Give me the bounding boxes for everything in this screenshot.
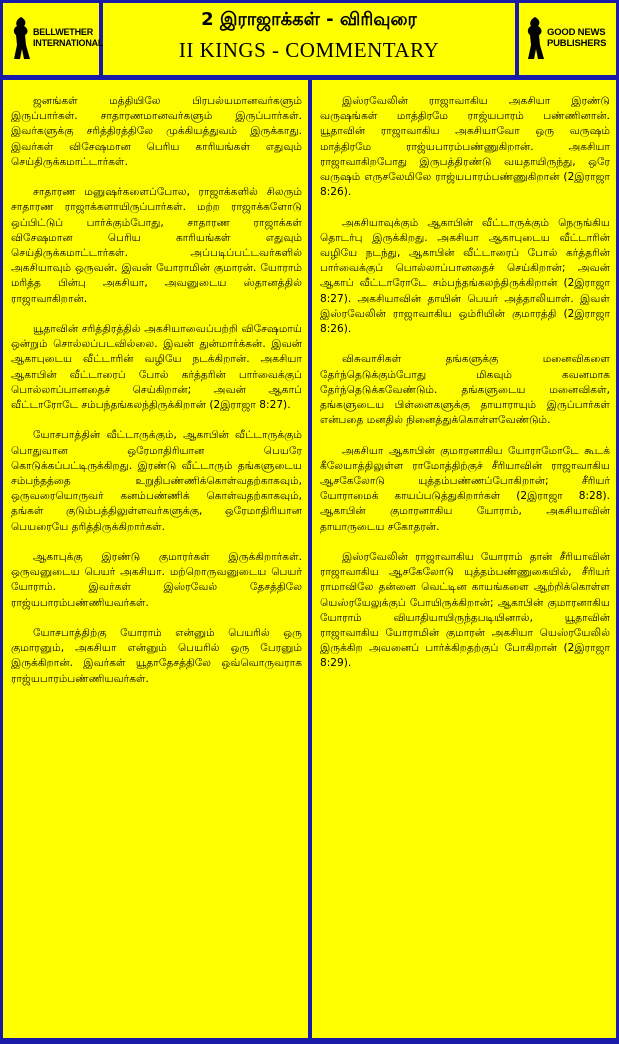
ram-silhouette-icon [10,15,32,61]
paragraph: யோசபாத்திற்கு யோராம் என்னும் பெயரில் ஒரு குமாரனும், அகசியா என்னும் பெயரில் ஒரு பேரனும் இருக்கிறான். இவர்கள் யூதாதேசத்திலே ஒவ்வொருவராக ராஜ்யபாரம்பண்ணியவர்கள். [11,627,302,685]
left-column [3,80,308,1038]
paragraph: யூதாவின் சரித்திரத்தில் அகசியாவைப்பற்றி விசேஷமாய் ஒன்றும் சொல்லப்படவில்லை. இவன் துன்மார்க்கன். இவன் ஆகாபுடைய வீட்டாரின் வழியே நடக்கிறான். அகசியா ஆகாபின் வீட்டாரைப் போல் கர்த்தரின் பார்வைக்குப் பொல்லாப்பானதைச் செய்கிறான்; அவன் ஆகாப் வீட்டாரோடே சம்பந்தங்கலந்திருக்கிறான் (2இராஜா 8:27). [11,323,302,412]
bellwether-logo [3,3,104,75]
title-box [103,3,515,75]
logo-right-line2: PUBLISHERS [547,38,607,49]
paragraph: இஸ்ரவேலின் ராஜாவாகிய அகசியா இரண்டு வருஷங்கள் மாத்திரமே ராஜ்யபாரம் பண்ணினான். யூதாவின் ராஜாவாகிய அகசியாவோ ஒரு வருஷம் மாத்திரமே ராஜ்யபாரம்பண்ணுகிறான். அகசியா ராஜாவாகிறபோது இருபத்திரண்டு வயதாயிருந்து, ஒரே வருஷம் எருசலேமிலே ராஜ்யபாரம்பண்ணுகிறான் (2இராஜா 8:26). [320,95,610,199]
logo-left-line2: INTERNATIONAL [33,38,104,48]
paragraph: ஆகாபுக்கு இரண்டு குமாரர்கள் இருக்கிறார்கள். ஒருவனுடைய பெயர் அகசியா. மற்றொருவனுடைய பெயர் யோராம். இவர்கள் இஸ்ரவேல் தேசத்திலே ராஜ்யபாரம்பண்ணியவர்கள். [11,551,302,609]
right-column [312,80,616,1038]
paragraph: அகசியாவுக்கும் ஆகாபின் வீட்டாருக்கும் நெருங்கிய தொடர்பு இருக்கிறது. அகசியா ஆகாபுடைய வீட்டாரின் வழியே நடந்து, ஆகாபின் வீட்டாரைப் போல் கர்த்தரின் பார்வைக்குப் பொல்லாப்பானதைச் செய்கிறான்; அவன் ஆகாப் வீட்டாரோடே சம்பந்தங்கலந்திருக்கிறான் (2இராஜா 8:27). அகசியாவின் தாயின் பெயர் அத்தாலியாள். இவள் இஸ்ரவேலின் ராஜாவாகிய ஒம்ரியின் குமாரத்தி (2இராஜா 8:26). [320,216,610,336]
paragraph: இஸ்ரவேலின் ராஜாவாகிய யோராம் தான் சீரியாவின் ராஜாவாகிய ஆசகேலோடு யுத்தம்பண்ணுகையில், சீரியர் ராமாவிலே தன்னை வெட்டின காயங்களை ஆற்றிக்கொள்ள யெஸ்ரயேலுக்குப் போயிருக்கிறான்; ஆகாபின் குமாரனாகிய யோராம் வியாதியாயிருந்தபடியினால், யூதாவின் ராஜாவாகிய யோராமின் குமாரன் அகசியா யெஸ்ரயேலில் இருக்கிற அவனைப் பார்க்கிறதற்குப் போகிறான் (2இராஜா 8:29). [320,551,610,670]
paragraph: அகசியா ஆகாபின் குமாரனாகிய யோராமோடே கூடக் கீலேயாத்திலுள்ள ராமோத்திற்குச் சீரியாவின் ராஜாவாகிய ஆசகேலோடு யுத்தம்பண்ணப்போகிறான்; சீரியர் யோராமைக் காயப்படுத்துகிறார்கள் (2இராஜா 8:28). ஆகாபின் குமாரனாகிய யோராம், அகசியாவின் தாயாருடைய சகோதரன். [320,444,610,533]
paragraph: விசுவாசிகள் தங்களுக்கு மனைவிகளை தேர்ந்தெடுக்கும்போது மிகவும் கவனமாக தேர்ந்தெடுக்கவேண்டும். தங்களுடைய மனைவிகள், தங்களுடைய பிள்ளைகளுக்கு தாயாராயும் இருப்பார்கள் என்பதை மனதில் நினைத்துக்கொள்ளவேண்டும். [320,353,610,427]
paragraph: சாதாரண மனுஷர்களைப்போல, ராஜாக்களில் சிலரும் சாதாரண ராஜாக்களாயிருப்பார்கள். மற்ற ராஜாக்களோடு ஒப்பிட்டுப் பார்க்கும்போது, சாதாரண ராஜாக்கள் விசேஷமான பெரிய காரியங்கள் எதுவும் செய்திருக்கமாட்டார்கள். அப்படிப்பட்டவர்களில் அகசியாவும் ஒருவன். இவன் யோராமின் குமாரன். யோராம் மரித்த பின்பு அகசியா, அவனுடைய ஸ்தானத்தில் ராஜாவாகிறான். [11,186,302,305]
good-news-logo [519,3,616,75]
title-english: II KINGS - COMMENTARY [178,38,440,62]
logo-left-line1: BELLWETHER [33,27,93,37]
ram-silhouette-icon [524,15,546,61]
paragraph: ஜனங்கள் மத்தியிலே பிரபல்யமானவர்களும் இருப்பார்கள். சாதாரணமானவர்களும் இருப்பார்கள். இவர்களுக்கு சரித்திரத்திலே முக்கியத்துவம் இருக்காது. இவர்கள் விசேஷமான பெரிய காரியங்கள் எதுவும் செய்திருக்கமாட்டார்கள். [11,95,302,168]
paragraph: யோசபாத்தின் வீட்டாருக்கும், ஆகாபின் வீட்டாருக்கும் பொதுவான ஒரேமாதிரியான பெயரே கொடுக்கப்பட்டிருக்கிறது. இரண்டு வீட்டாரும் தங்களுடைய சம்பந்தத்தை உறுதிபண்ணிக்கொள்வதற்காகவும், ஒருவரையொருவர் கனம்பண்ணிக் கொள்வதற்காகவும், தங்கள் குடும்பத்திலுள்ளவர்களுக்கு, ஒரேமாதிரியான பெயரையே தரித்திருக்கிறார்கள். [11,429,302,533]
logo-right-line1: GOOD NEWS [547,27,606,38]
title-tamil: 2 இராஜாக்கள் - விரிவுரை [201,9,417,30]
header [3,3,616,75]
